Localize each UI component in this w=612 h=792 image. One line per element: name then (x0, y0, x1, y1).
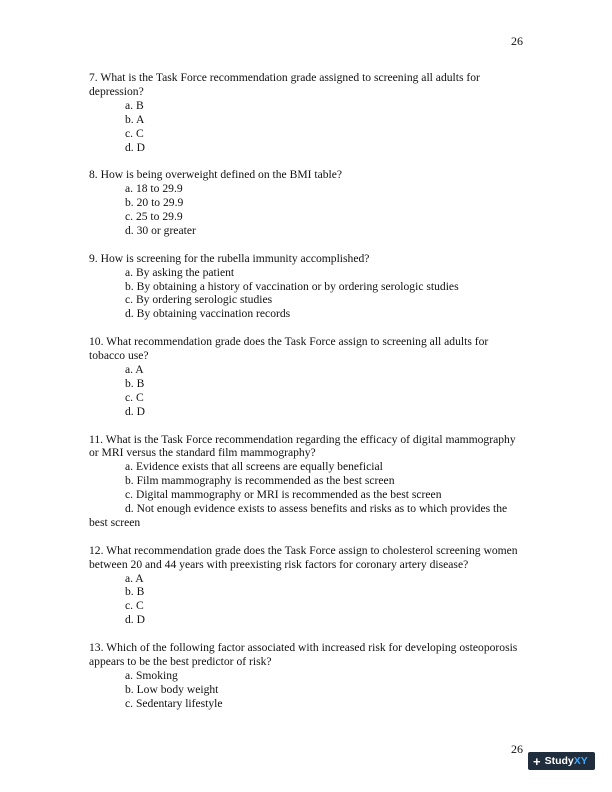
option: c. 25 to 29.9 (125, 210, 183, 224)
option-list (89, 182, 524, 238)
question-text: 12. What recommendation grade does the Task Force assign to cholesterol screening women between 20 and 44 years with preexisting risk factors for coronary artery disease? (89, 543, 518, 571)
question-9 (89, 252, 524, 322)
option: b. Low body weight (125, 682, 219, 696)
option: a. By asking the patient (125, 265, 235, 279)
option: a. A (125, 362, 144, 376)
option: c. Sedentary lifestyle (125, 696, 223, 710)
option-list (89, 99, 524, 155)
option: a. Smoking (125, 668, 178, 682)
question-text: 9. How is screening for the rubella immunity accomplished? (89, 251, 370, 265)
option-list (89, 460, 524, 530)
option: d. By obtaining vaccination records (125, 307, 291, 321)
option: c. By ordering serologic studies (125, 293, 273, 307)
option-list (89, 572, 524, 628)
option: b. Film mammography is recommended as the best screen (125, 474, 395, 488)
option: d. Not enough evidence exists to assess benefits and risks as to which provides the best screen (89, 502, 508, 529)
question-text: 8. How is being overweight defined on the BMI table? (89, 168, 343, 182)
question-text: 7. What is the Task Force recommendation grade assigned to screening all adults for depression? (89, 71, 480, 98)
plus-icon: + (533, 753, 541, 769)
question-12 (89, 544, 524, 627)
option: d. 30 or greater (125, 223, 196, 237)
option: d. D (125, 140, 145, 154)
option: b. B (125, 376, 145, 390)
option: b. B (125, 585, 145, 599)
logo-text-xy: XY (573, 755, 588, 767)
option: c. C (125, 390, 144, 404)
studyxy-logo (528, 752, 595, 770)
question-10 (89, 335, 524, 418)
question-text: 11. What is the Task Force recommendation regarding the efficacy of digital mammography or MRI versus the standard film mammography? (89, 432, 516, 460)
page-number-top: 26 (511, 34, 523, 48)
question-list (89, 71, 524, 724)
question-11 (89, 433, 524, 530)
option: c. C (125, 599, 144, 613)
question-text: 10. What recommendation grade does the Task Force assign to screening all adults for tobacco use? (89, 335, 489, 363)
option-list (89, 266, 524, 322)
logo-text-study: Study (544, 755, 574, 767)
option: d. D (125, 404, 145, 418)
option: b. 20 to 29.9 (125, 196, 184, 210)
page-number-bottom: 26 (511, 742, 523, 756)
question-text: 13. Which of the following factor associated with increased risk for developing osteoporosis appears to be the best predictor of risk? (89, 641, 518, 668)
option: d. D (125, 613, 145, 627)
option-list (89, 363, 524, 419)
option: b. By obtaining a history of vaccination or by ordering serologic studies (125, 279, 459, 293)
option: a. B (125, 98, 144, 112)
option: c. Digital mammography or MRI is recommended as the best screen (125, 488, 442, 502)
option-list (89, 669, 524, 711)
option: b. A (125, 112, 145, 126)
question-7 (89, 71, 524, 154)
question-8 (89, 168, 524, 238)
option: a. Evidence exists that all screens are equally beneficial (125, 460, 383, 474)
question-13 (89, 641, 524, 711)
option: a. A (125, 571, 144, 585)
option: a. 18 to 29.9 (125, 182, 183, 196)
option: c. C (125, 126, 144, 140)
